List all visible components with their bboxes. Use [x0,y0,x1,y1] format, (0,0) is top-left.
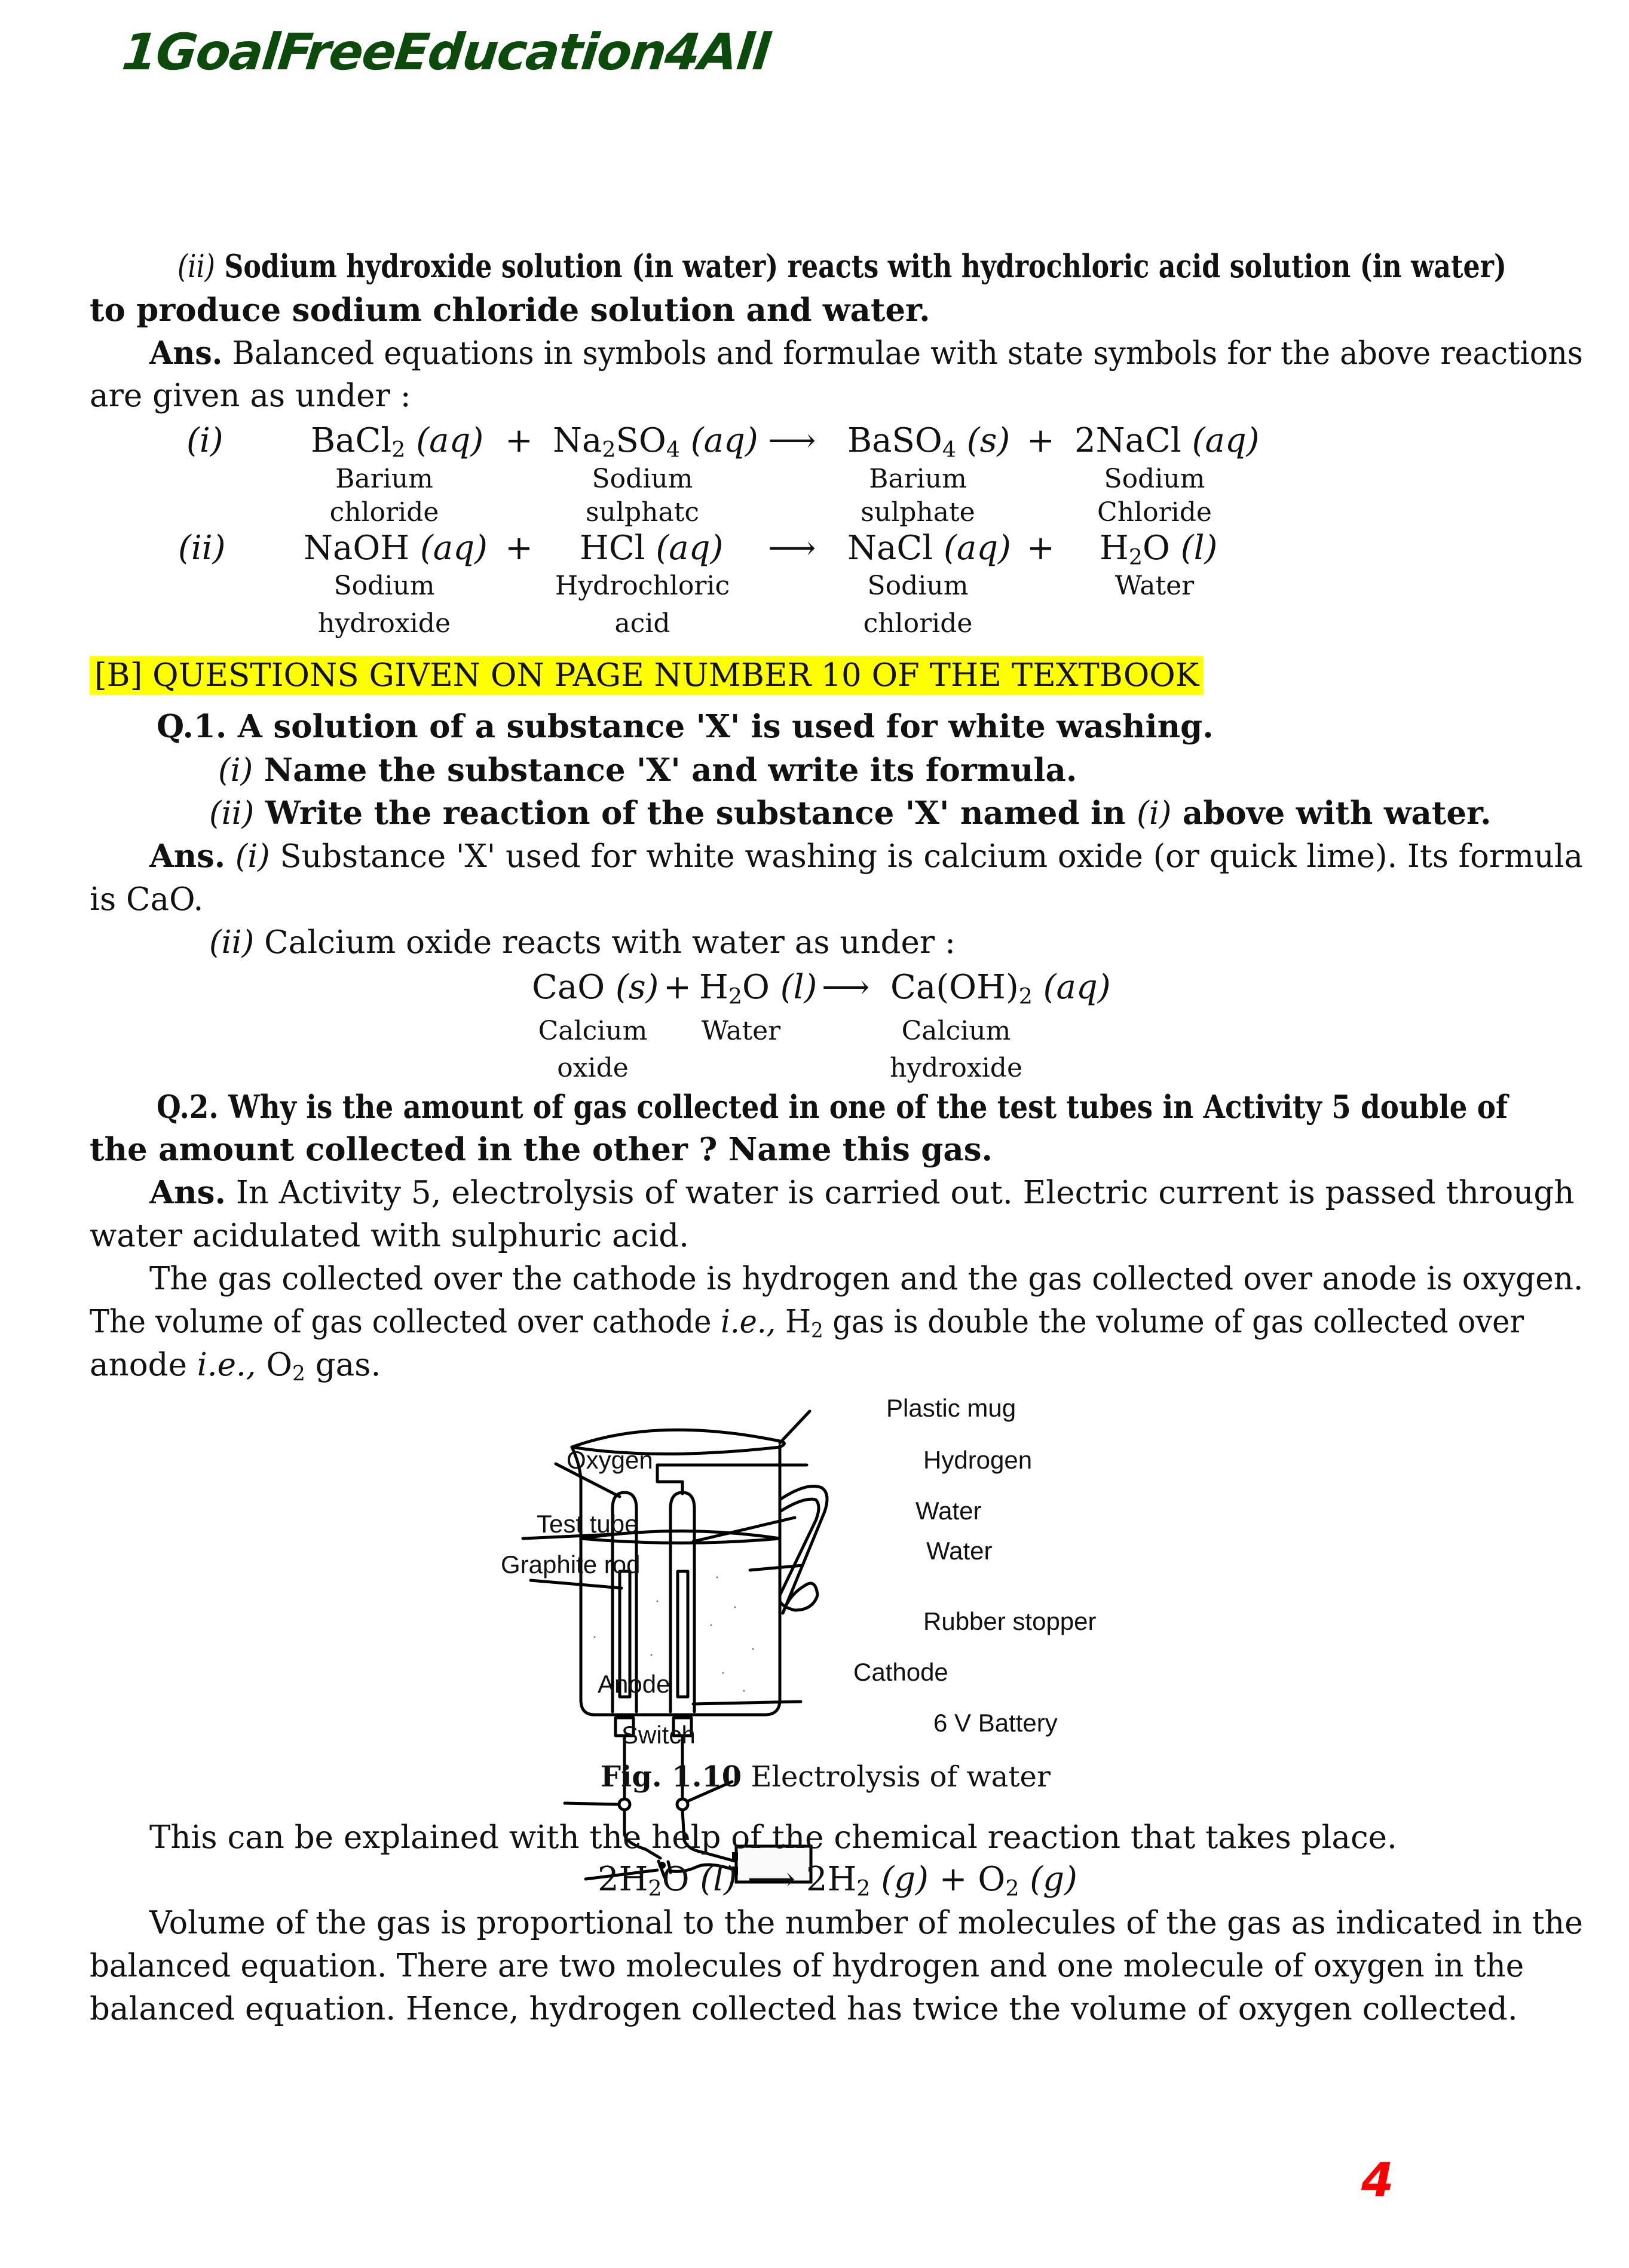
leader-graphite-rod [531,1580,621,1588]
cao-product: $Ca(OH)_2$ (aq) [890,968,1111,1010]
equation-1-plus-1: + [505,421,533,460]
equation-1-label-1b: chloride [329,497,439,528]
equation-2-label-1a: Sodium [333,571,435,601]
section-b-heading-text: [B] QUESTIONS GIVEN ON PAGE NUMBER 10 OF THE TEXTBOOK [90,656,1204,695]
q2-answer-line1: Ans. In Activity 5, electrolysis of water is carried out. Electric current is passed through [149,1174,1575,1211]
q2-line2: the amount collected in the other ? Name this gas. [90,1131,993,1168]
conclusion-para-line3: balanced equation. Hence, hydrogen collected has twice the volume of oxygen collected. [90,1991,1518,2027]
figure-caption-label: Fig. 1.10 [601,1760,742,1794]
equation-2-arrow: ⟶ [768,529,816,568]
label-water-1: Water [915,1497,982,1525]
equation-2-product-1: NaCl (aq) [847,529,1011,568]
water-decomposition-equation: $2H_2O$ (l) ⟶ $2H_2$ $(g) + O_2$ (g) [598,1860,1077,1902]
leader-rubber-stopper [693,1702,801,1704]
equation-2-label-2b: acid [614,608,670,639]
q2-label: Q.2. [157,1089,219,1126]
cao-label-2a: Water [701,1016,781,1046]
graphite-rod-right [678,1571,688,1697]
q1-text: A solution of a substance 'X' is used for white washing. [237,708,1214,745]
equation-1-label-1a: Barium [335,464,433,494]
q1-answer-ii: (ii) Calcium oxide reacts with water as under : [209,924,956,961]
label-plastic-mug: Plastic mug [886,1394,1016,1422]
q2-para2-line3: anode i.e., $O_2$ gas. [90,1347,381,1386]
q2-para2-line2: The volume of gas collected over cathode i.e., $H_2$ gas is double the volume of gas collected over [90,1304,1524,1343]
equation-1-reactant-1: BaCl$_2$ (aq) [311,421,484,463]
conclusion-para-line2: balanced equation. There are two molecules of hydrogen and one molecule of oxygen in the [90,1948,1524,1984]
equation-1-label-3a: Barium [869,464,967,494]
equation-2-product-2: $H_2O$ (l) [1100,529,1218,571]
q1-answer-i-line1: Ans. (i) Substance 'X' used for white washing is calcium oxide (or quick lime). Its formula [149,838,1583,875]
equation-2-plus-1: + [505,529,533,568]
q1-question [157,708,1591,745]
q1-sub-i: (i) Name the substance 'X' and write its formula. [218,752,1077,789]
answer-label: Ans. [149,1174,226,1211]
q1-answer-i-line2: is CaO. [90,881,204,918]
equation-1-product-2: 2NaCl (aq) [1074,421,1260,460]
label-cathode: Cathode [853,1658,948,1686]
equation-2-reactant-2: HCl (aq) [580,529,724,568]
cao-plus: + [663,968,691,1007]
cao-label-1a: Calcium [538,1016,648,1046]
label-anode: Anode [598,1670,670,1698]
equation-2-label-3a: Sodium [867,571,969,601]
leader-hydrogen [657,1465,807,1494]
question-ii-line1 [177,248,1506,285]
equation-2-number: (ii) [178,529,226,568]
conclusion-line1: This can be explained with the help of the chemical reaction that takes place. [149,1819,1397,1856]
equation-2-label-3b: chloride [863,608,973,639]
page-number: 4 [1361,2154,1394,2208]
equation-2-label-4a: Water [1114,571,1195,601]
cao-label-3a: Calcium [901,1016,1011,1046]
answer-label: Ans. [149,838,226,875]
leader-anode [565,1803,618,1804]
question-number: (ii) [177,249,215,285]
figure-caption-text: Electrolysis of water [751,1760,1051,1794]
equation-2-reactant-1: NaOH (aq) [304,529,488,568]
answer-line2: are given as under : [90,378,411,414]
conclusion-para-line1: Volume of the gas is proportional to the number of molecules of the gas as indicated in the [149,1905,1583,1941]
cao-reactant-2: $H_2O$ (l) [699,968,817,1010]
label-graphite-rod: Graphite rod [501,1550,641,1579]
label-water-2: Water [926,1537,993,1565]
equation-1-label-3b: sulphate [861,497,975,528]
label-oxygen: Oxygen [567,1446,653,1474]
equation-1-label-2b: sulphatc [585,497,700,528]
label-switch: Switch [621,1721,696,1749]
equation-1-label-4b: Chloride [1097,497,1212,528]
anode-terminal [619,1799,630,1810]
equation-2-label-2a: Hydrochloric [555,571,730,601]
label-hydrogen: Hydrogen [923,1446,1033,1474]
test-tube-right [670,1492,694,1712]
q2-answer-line2: water acidulated with sulphuric acid. [90,1218,689,1254]
cao-label-1b: oxide [557,1053,629,1083]
answer-text: Balanced equations in symbols and formulae with state symbols for the above reactions [232,335,1583,372]
q1-label: Q.1. [157,708,227,745]
equation-2-plus-2: + [1027,529,1055,568]
answer-label: Ans. [149,335,223,372]
label-test-tube: Test tube [537,1510,639,1538]
equation-1-label-2a: Sodium [592,464,693,494]
leader-plastic-mug [780,1411,810,1443]
question-text: Sodium hydroxide solution (in water) reacts with hydrochloric acid solution (in water) [224,248,1506,285]
answer-line1 [149,335,1583,372]
equation-2-label-1b: hydroxide [318,608,451,639]
q2-line1: Q.2. Why is the amount of gas collected in one of the test tubes in Activity 5 double of [157,1089,1508,1126]
label-battery: 6 V Battery [933,1709,1058,1737]
cao-reactant-1: CaO (s) [532,968,659,1007]
equation-1-label-4a: Sodium [1104,464,1205,494]
figure-caption [601,1760,1051,1794]
equation-1-arrow: ⟶ [768,421,816,460]
q1-sub-ii: (ii) Write the reaction of the substance 'X' named in (i) above with water. [209,795,1492,832]
section-b-heading [90,657,1204,694]
label-rubber-stopper: Rubber stopper [923,1607,1097,1635]
q2-para2-line1: The gas collected over the cathode is hydrogen and the gas collected over anode is oxygen. [149,1261,1584,1297]
cao-label-3b: hydroxide [890,1053,1022,1083]
equation-1-plus-2: + [1027,421,1055,460]
question-ii-line2: to produce sodium chloride solution and water. [90,292,930,329]
equation-1-product-1: BaSO$_4$ (s) [847,421,1011,463]
equation-1-number: (i) [186,421,223,460]
equation-1-reactant-2: $Na_2SO_4$ (aq) [553,421,758,463]
site-logo: 1GoalFreeEducation4All [119,23,772,81]
cao-arrow: ⟶ [822,968,870,1007]
